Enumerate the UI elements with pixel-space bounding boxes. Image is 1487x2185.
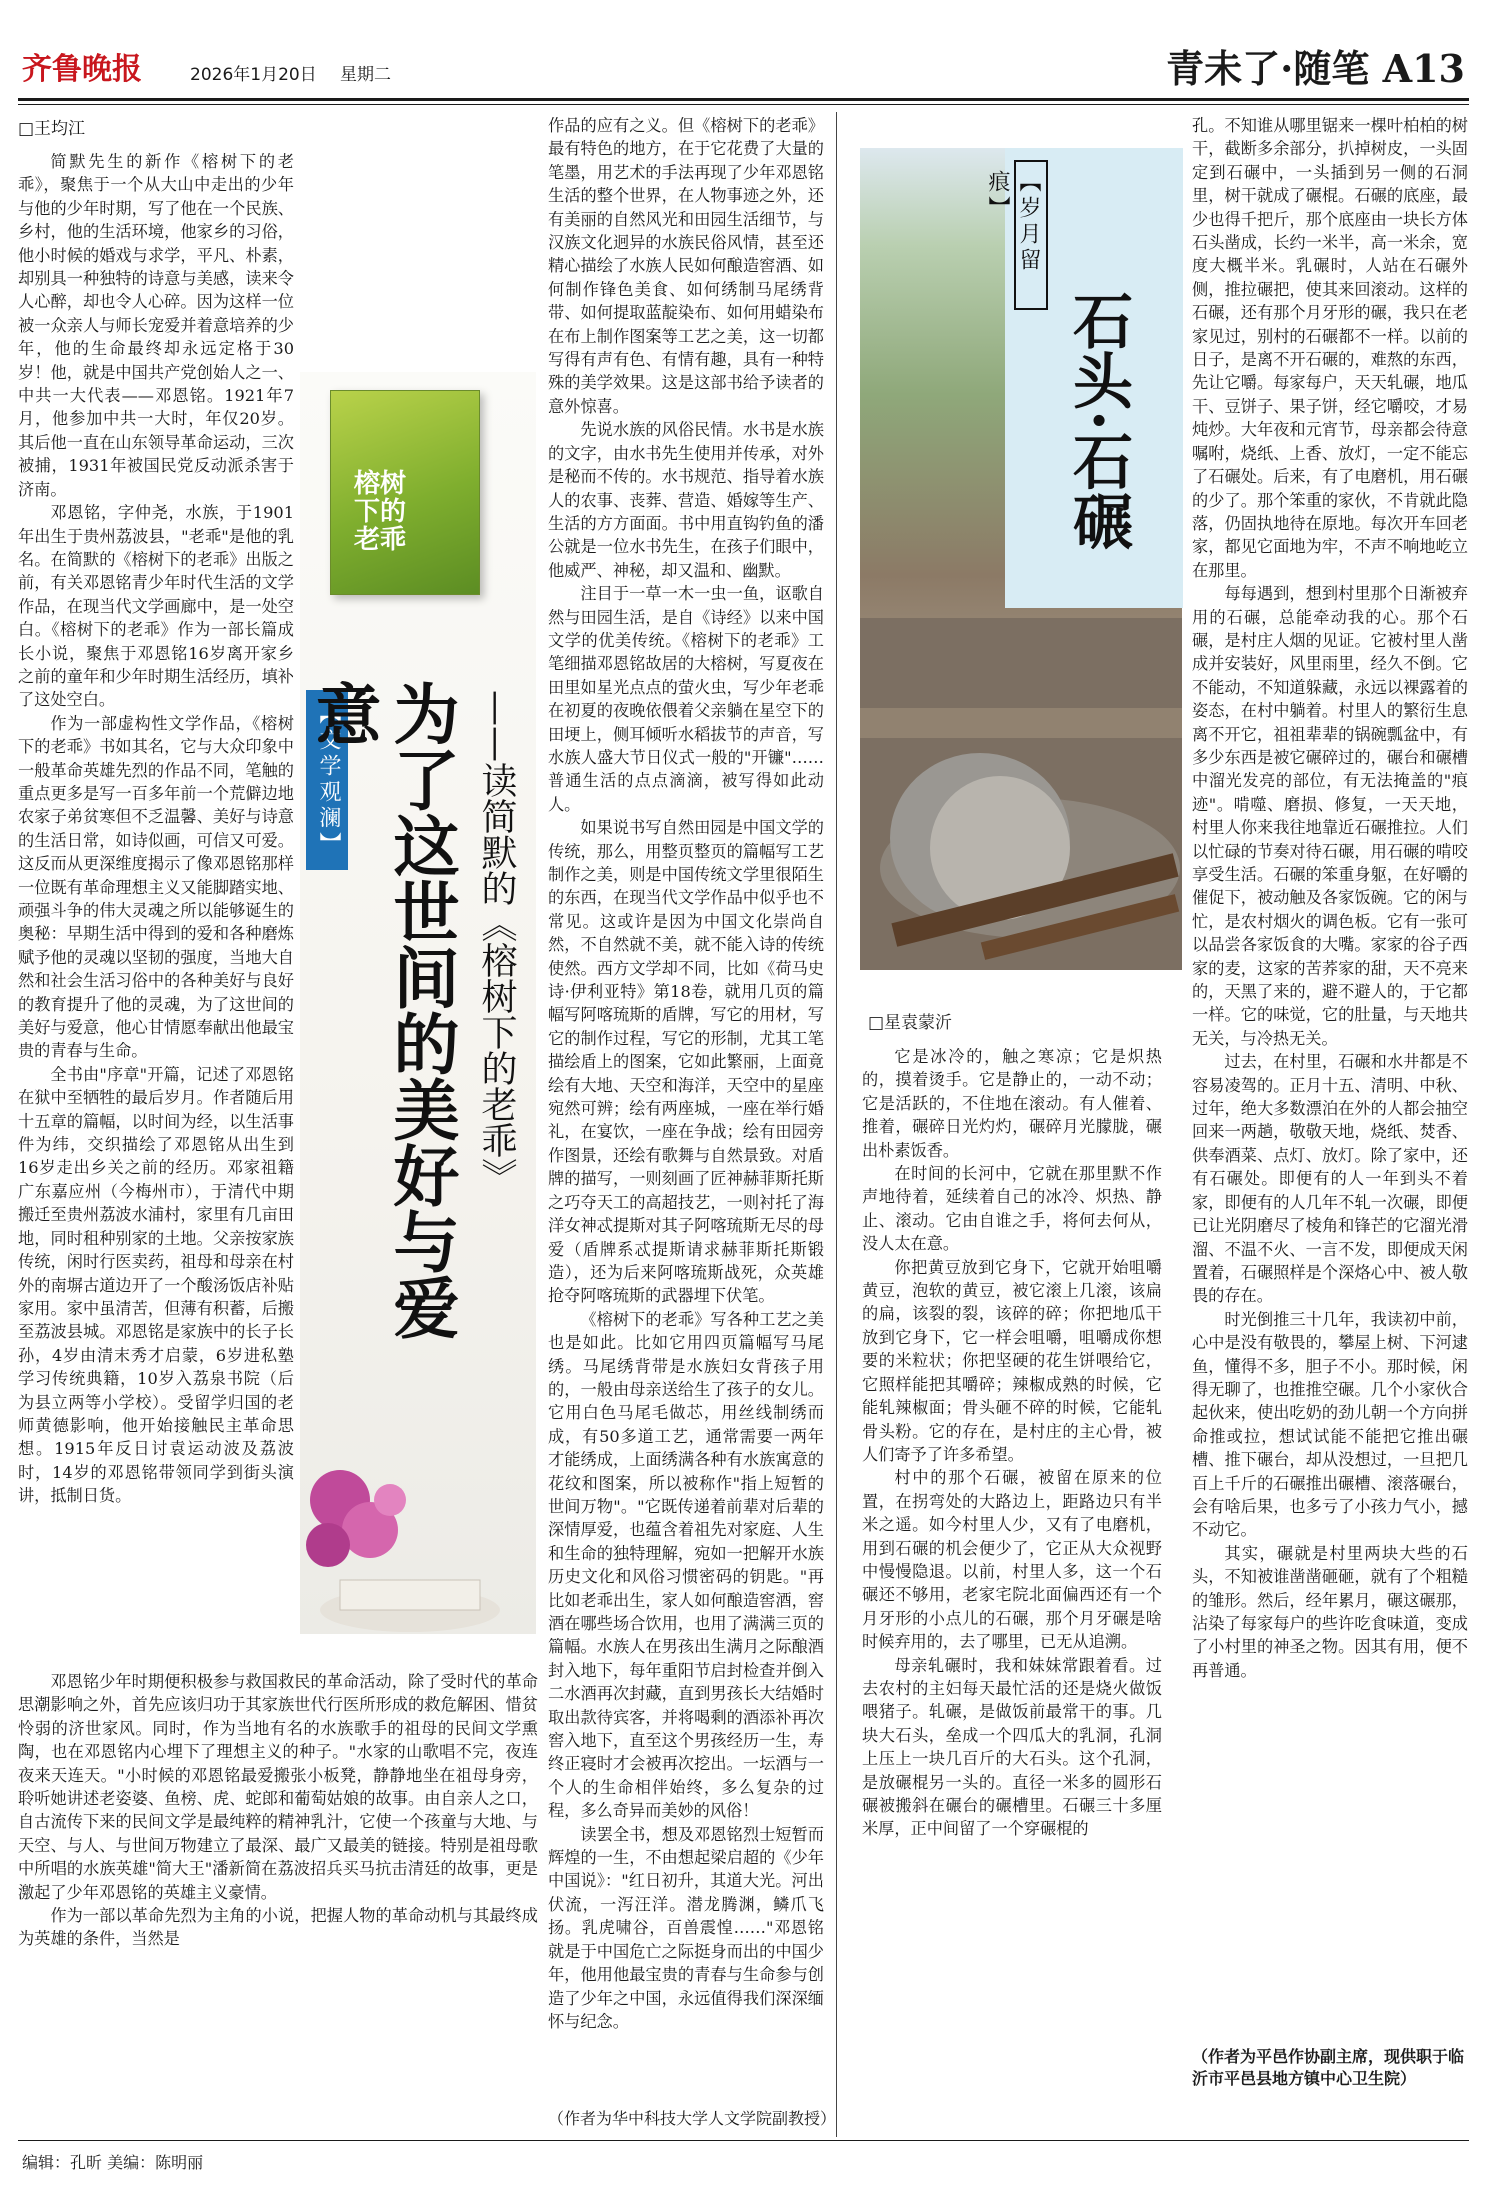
paragraph: 邓恩铭少年时期便积极参与救国救民的革命活动，除了受时代的革命思潮影响之外，首先应该归功于其家族世代行医所形成的救危解困、惜贫怜弱的济世家风。同时，作为当地有名的水族歌手的祖母的民间文学熏陶，也在邓恩铭内心埋下了理想主义的种子。"水家的山歌唱不完，夜连夜来天连天。"小时候的邓恩铭最爱搬张小板凳，静静地坐在祖母身旁，聆听她讲述老姿婆、鱼榜、虎、蛇郎和葡萄姑娘的故事。由自亲人之口，自古流传下来的民间文学是最纯粹的精神乳汁，它使一个孩童与大地、与天空、与人、与世间万物建立了最深、最广又最美的链接。特别是祖母歌中所唱的水族英雄"简大王"潘新简在荔波招兵买马抗击清廷的故事，更是激起了少年邓恩铭的英雄主义豪情。	[18, 1672, 538, 1902]
header-rule	[18, 98, 1469, 101]
paragraph: 过去，在村里，石碾和水井都是不容易凌驾的。正月十五、清明、中秋、过年，绝大多数漂泊在外的人都会抽空回来一两趟，敬敬天地，烧纸、焚香、供奉酒菜、点灯、放灯。除了家中，还有石碾处。即便有的人一年到头不着家，即便有的人几年不轧一次碾，即便已让光阴磨尽了棱角和锋芒的它溜光滑溜、不温不火、一言不发，即便成天闲置着，石碾照样是个深烙心中、被人敬畏的存在。	[1192, 1052, 1468, 1306]
right-article-author: □星袁蒙沂	[868, 1013, 953, 1033]
paragraph: 注目于一草一木一虫一鱼，讴歌自然与田园生活，是自《诗经》以来中国文学的优美传统。《榕树下的老乖》工笔细描邓恩铭故居的大榕树，写夏夜在田里如星光点点的萤火虫，写少年老乖在初夏的夜晚依偎着父亲躺在星空下的田埂上，侧耳倾听水稻拔节的声音，写水族人盛大节日仪式一般的"开镰"……普通生活的点点滴滴，被写得如此动人。	[548, 584, 824, 814]
paragraph: 每每遇到，想到村里那个日渐被弃用的石碾，总能牵动我的心。那个石碾，是村庄人烟的见证。它被村里人凿成并安装好，风里雨里，经久不倒。它不能动，不知道躲藏，永远以裸露着的姿态，在村中躺着。村里人的繁衍生息离不开它，祖祖辈辈的锅碗瓢盆中，有多少东西是被它碾碎过的，碾台和碾槽中溜光发亮的部位，有无法掩盖的"痕迹"。啃噬、磨损、修复，一天天地，村里人你来我往地靠近石碾推拉。人们以忙碌的节奏对待石碾，用石碾的啃咬享受生活。石碾的笨重身躯，在好嚼的催促下，被动触及各家饭碗。它的闲与忙，是农村烟火的调色板。它有一张可以品尝各家饭食的大嘴。家家的谷子西家的麦，这家的苦荞家的甜，天不亮来的，天黑了来的，避不避人的，于它都一样。它的味觉，它的肚量，与天地共无关，与冷热无关。	[1192, 584, 1468, 1048]
column-tag-literature: 【文学观澜】	[306, 690, 348, 870]
paragraph: 作为一部以革命先烈为主角的小说，把握人物的革命动机与其最终成为英雄的条件，当然是	[18, 1906, 538, 1949]
paragraph: 作品的应有之义。但《榕树下的老乖》最有特色的地方，在于它花费了大量的笔墨，用艺术的手法再现了少年邓恩铭生活的整个世界，在人物事迹之外，还有美丽的自然风光和田园生活细节，与汉族文化迥异的水族民俗风情，甚至还精心描绘了水族人民如何酿造窖酒、如何制作锋色美食、如何绣制马尾绣背带、如何提取蓝靛染布、如何用蜡染布在布上制作图案等工艺之美，这一切都写得有声有色、有情有趣，具有一种特殊的美学效果。这是这部书给予读者的意外惊喜。	[548, 116, 824, 416]
issue-date: 2026年1月20日	[190, 65, 317, 85]
paragraph: 在时间的长河中，它就在那里默不作声地待着，延续着自己的冰冷、炽热、静止、滚动。它由自谁之手，将何去何从，没人太在意。	[862, 1164, 1162, 1254]
paragraph: 读罢全书，想及邓恩铭烈士短暂而辉煌的一生，不由想起梁启超的《少年中国说》："红日初升，其道大光。河出伏流，一泻汪洋。潜龙腾渊，鳞爪飞扬。乳虎啸谷，百兽震惶……"邓恩铭就是于中国危亡之际挺身而出的中国少年，他用他最宝贵的青春与生命参与创造了少年之中国，永远值得我们深深缅怀与纪念。	[548, 1824, 824, 2031]
paragraph: 邓恩铭，字仲尧，水族，于1901年出生于贵州荔波县，"老乖"是他的乳名。在简默的《榕树下的老乖》出版之前，有关邓恩铭青少年时代生活的文学作品，在现当代文学画廊中，是一处空白。《榕树下的老乖》作为一部长篇成长小说，聚焦于邓恩铭16岁离开家乡之前的童年和少年时期生活经历，填补了这处空白。	[18, 503, 294, 710]
paragraph: 母亲轧碾时，我和妹妹常跟着看。过去农村的主妇每天最忙活的还是烧火做饭喂猪子。轧碾，是做饭前最常干的事。几块大石头，垒成一个四瓜大的乳洞，孔洞上压上一块几百斤的大石头。这个孔洞，是放碾棍另一头的。直径一米多的圆形石碾被搬斜在碾台的碾槽里。石碾三十多厘米厚，正中间留了一个穿碾棍的	[862, 1655, 1162, 1839]
article-divider	[836, 112, 837, 2137]
footer-rule	[18, 2140, 1469, 2141]
left-article-column-1b	[18, 1670, 538, 2132]
issue-weekday: 星期二	[340, 65, 391, 85]
left-article-author: □王均江	[18, 119, 86, 139]
right-article-column-1	[862, 1045, 1162, 2135]
newspaper-masthead: 齐鲁晚报	[22, 52, 142, 87]
paragraph: 你把黄豆放到它身下，它就开始咀嚼黄豆，泡软的黄豆，被它滚上几滚，该扁的扁，该裂的裂，该碎的碎；你把地瓜干放到它身下，它一样会咀嚼，咀嚼成你想要的米粒状；你把坚硬的花生饼喂给它，它照样能把其嚼碎；辣椒成熟的时候，它能轧辣椒面；骨头砸不碎的时候，它能轧骨头粉。它的存在，是村庄的主心骨，被人们寄予了许多希望。	[862, 1257, 1162, 1464]
page-section-title: 青未了·随笔 A13	[1166, 46, 1465, 91]
column-tag-memories: 【岁月留痕】	[1014, 160, 1048, 310]
footer-editor-credit: 编辑：孔昕 美编：陈明丽	[22, 2153, 204, 2172]
right-article-title: 石头·石碾	[1063, 290, 1133, 551]
paragraph: 简默先生的新作《榕树下的老乖》，聚焦于一个从大山中走出的少年与他的少年时期，写了他在一个民族、乡村，他的生活环境，他家乡的习俗，他小时候的婚戏与求学，平凡、朴素，却别具一种独特的诗意与美感，读来令人心醉，却也令人心碎。因为这样一位被一众亲人与师长宠爱并着意培养的少年，他的生命最终却永远定格于30岁！他，就是中国共产党创始人之一、中共一大代表——邓恩铭。1921年7月，他参加中共一大时，年仅20岁。其后他一直在山东领导革命运动，三次被捕，1931年被国民党反动派杀害于济南。	[18, 152, 294, 499]
paragraph: 孔。不知谁从哪里锯来一棵叶柏柏的树干，截断多余部分，扒掉树皮，一头固定到石碾中，一头插到另一侧的石洞里，树干就成了碾棍。石碾的底座，最少也得千把斤，那个底座由一块长方体石头凿成，长约一米半，高一米余，宽度大概半米。乳碾时，人站在石碾外侧，推拉碾把，使其来回滚动。这样的石碾，还有那个月牙形的碾，我只在老家见过，别村的石碾都不一样。以前的日子，是离不开石碾的，难熬的东西，先让它嚼。每家每户，天天轧碾，地瓜干、豆饼子、果子饼，经它嚼咬，才易炖炒。大年夜和元宵节，母亲都会待意嘱咐，烧纸、上香、放灯，一定不能忘了石碾处。后来，有了电磨机，用石碾的少了。那个笨重的家伙，不肯就此隐落，仍固执地待在原地。每次开车回老家，都见它面地为牢，不声不响地屹立在那里。	[1192, 116, 1468, 580]
paragraph: 时光倒推三十几年，我读初中前，心中是没有敬畏的，攀屋上树、下河逮鱼，懂得不多，胆子不小。那时候，闲得无聊了，也推推空碾。几个小家伙合起伙来，使出吃奶的劲儿朝一个方向拼命推或拉，想试试能不能把它推出碾槽、推下碾台，却从没想过，一旦把几百上千斤的石碾推出碾槽、滚落碾台，会有啥后果，也多亏了小孩力气小，撼不动它。	[1192, 1309, 1468, 1540]
paragraph: 作为一部虚构性文学作品，《榕树下的老乖》书如其名，它与大众印象中一般革命英雄先烈的作品不同，笔触的重点更多是写一百多年前一个荒僻边地农家子弟贫寒但不乏温馨、美好与诗意的生活日常，如诗似画，可信又可爱。这反而从更深维度揭示了像邓恩铭那样一位既有革命理想主义又能脚踏实地、顽强斗争的伟大灵魂之所以能够诞生的奥秘：早期生活中得到的爱和各种磨炼赋予他的灵魂以坚韧的强度，当地大自然和社会生活习俗中的各种美好与良好的教育提升了他的灵魂，为了这世间的美好与爱意，他心甘情愿奉献出他最宝贵的青春与生命。	[18, 713, 294, 1061]
paragraph: 村中的那个石碾，被留在原来的位置，在拐弯处的大路边上，距路边只有半米之遥。如今村里人少，又有了电磨机，用到石碾的机会便少了，它正从大众视野中慢慢隐退。以前，村里人多，这一个石碾还不够用，老家宅院北面偏西还有一个月牙形的小点儿的石碾，那个月牙碾是啥时候弃用的，去了哪里，已无从追溯。	[862, 1468, 1162, 1652]
paragraph: 先说水族的风俗民情。水书是水族的文字，由水书先生使用并传承，对外是秘而不传的。水书规范、指导着水族人的农事、丧葬、营造、婚嫁等生产、生活的方方面面。书中用直钩钓鱼的潘公就是一位水书先生，在孩子们眼中，他威严、神秘，却又温和、幽默。	[548, 420, 824, 580]
right-article-author-credit: （作者为平邑作协副主席，现供职于临沂市平邑县地方镇中心卫生院）	[1192, 2047, 1465, 2088]
left-article-column-2	[548, 114, 824, 2099]
header-rule-thin	[18, 104, 1469, 105]
book-cover-title: 榕树下的老乖	[354, 469, 407, 555]
paragraph: 其实，碾就是村里两块大些的石头，不知被谁凿凿砸砸，就有了个粗糙的雏形。然后，经年累月，碾这碾那，沾染了每家每户的些许吃食味道，变成了小村里的神圣之物。因其有用，便不再普通。	[1192, 1543, 1468, 1680]
paragraph: 它是冰冷的，触之寒凉；它是炽热的，摸着烫手。它是静止的，一动不动；它是活跃的，不住地在滚动。有人催着、推着，碾碎日光灼灼，碾碎月光朦胧，碾出朴素饭香。	[862, 1047, 1162, 1160]
paragraph: 全书由"序章"开篇，记述了邓恩铭在狱中至牺牲的最后岁月。作者随后用十五章的篇幅，以时间为经，以生活事件为纬，交织描绘了邓恩铭从出生到16岁走出乡关之前的经历。邓家祖籍广东嘉应州（今梅州市），于清代中期搬迁至贵州荔波水浦村，家里有几亩田地，同时租种别家的土地。父亲按家族传统，闲时行医卖药，祖母和母亲在村外的南塀古道边开了一个酸汤饭店补贴家用。家中虽清苦，但薄有积蓄，后搬至荔波县城。邓恩铭是家族中的长子长孙，4岁由清末秀才启蒙，6岁进私塾学习传统典籍，10岁入荔泉书院（后为县立两等小学校）。受留学归国的老师黄德影响，他开始接触民主革命思想。1915年反日讨袁运动波及荔波时，14岁的邓恩铭带领同学到街头演讲，抵制日货。	[18, 1064, 294, 1506]
paragraph: 如果说书写自然田园是中国文学的传统，那么，用整页整页的篇幅写工艺制作之美，则是中国传统文学里很陌生的东西，在现当代文学作品中似乎也不常见。这或许是因为中国文化崇尚自然，不自然就不美，就不能入诗的传统使然。西方文学却不同，比如《荷马史诗·伊利亚特》第18卷，就用几页的篇幅写阿喀琉斯的盾牌，写它的用材，写它的制作过程，写它的形制，尤其工笔描绘盾上的图案，它如此繁丽，上面竟绘有大地、天空和海洋，天空中的星座宛然可辨；绘有两座城，一座在举行婚礼，在宴饮，一座在争战；绘有田园旁作图景，还绘有歌舞与自然景致。对盾牌的描写，一则刻画了匠神赫菲斯托斯之巧夺天工的高超技艺，一则衬托了海洋女神忒提斯对其子阿喀琉斯无尽的母爱（盾牌系忒提斯请求赫菲斯托斯锻造），还为后来阿喀琉斯战死，众英雄抢夺阿喀琉斯的武器埋下伏笔。	[548, 818, 824, 1306]
left-article-title: 为了这世间的美好与爱意	[304, 680, 460, 1340]
paragraph: 《榕树下的老乖》写各种工艺之美也是如此。比如它用四页篇幅写马尾绣。马尾绣背带是水族妇女背孩子用的，一般由母亲送给生了孩子的女儿。它用白色马尾毛做芯，用丝线制绣而成，有50多道工艺，通常需要一两年才能绣成，上面绣满各种有水族寓意的花纹和图案，所以被称作"指上短暂的世间万物"。"它既传递着前辈对后辈的深情厚爱，也蕴含着祖先对家庭、人生和生命的独特理解，宛如一把解开水族历史文化和风俗习惯密码的钥匙。"再比如老乖出生，家人如何酿造窖酒，窖酒在哪些场合饮用，也用了满满三页的篇幅。水族人在男孩出生满月之际酿酒封入地下，每年重阳节启封检查并倒入二水酒再次封藏，直到男孩长大结婚时取出款待宾客，并将喝剩的酒添补再次窖入地下，直至这个男孩经历一生，寿终正寝时才会被再次挖出。一坛酒与一个人的生命相伴始终，多么复杂的过程，多么奇异而美妙的风俗！	[548, 1309, 824, 1821]
flower-illustration	[300, 1460, 500, 1640]
left-article-author-credit: （作者为华中科技大学人文学院副教授）	[548, 2109, 837, 2128]
left-article-subtitle: ——读简默的《榕树下的老乖》	[476, 690, 517, 1194]
right-article-column-2	[1192, 114, 1468, 2039]
left-article-column-1a	[18, 150, 294, 1670]
